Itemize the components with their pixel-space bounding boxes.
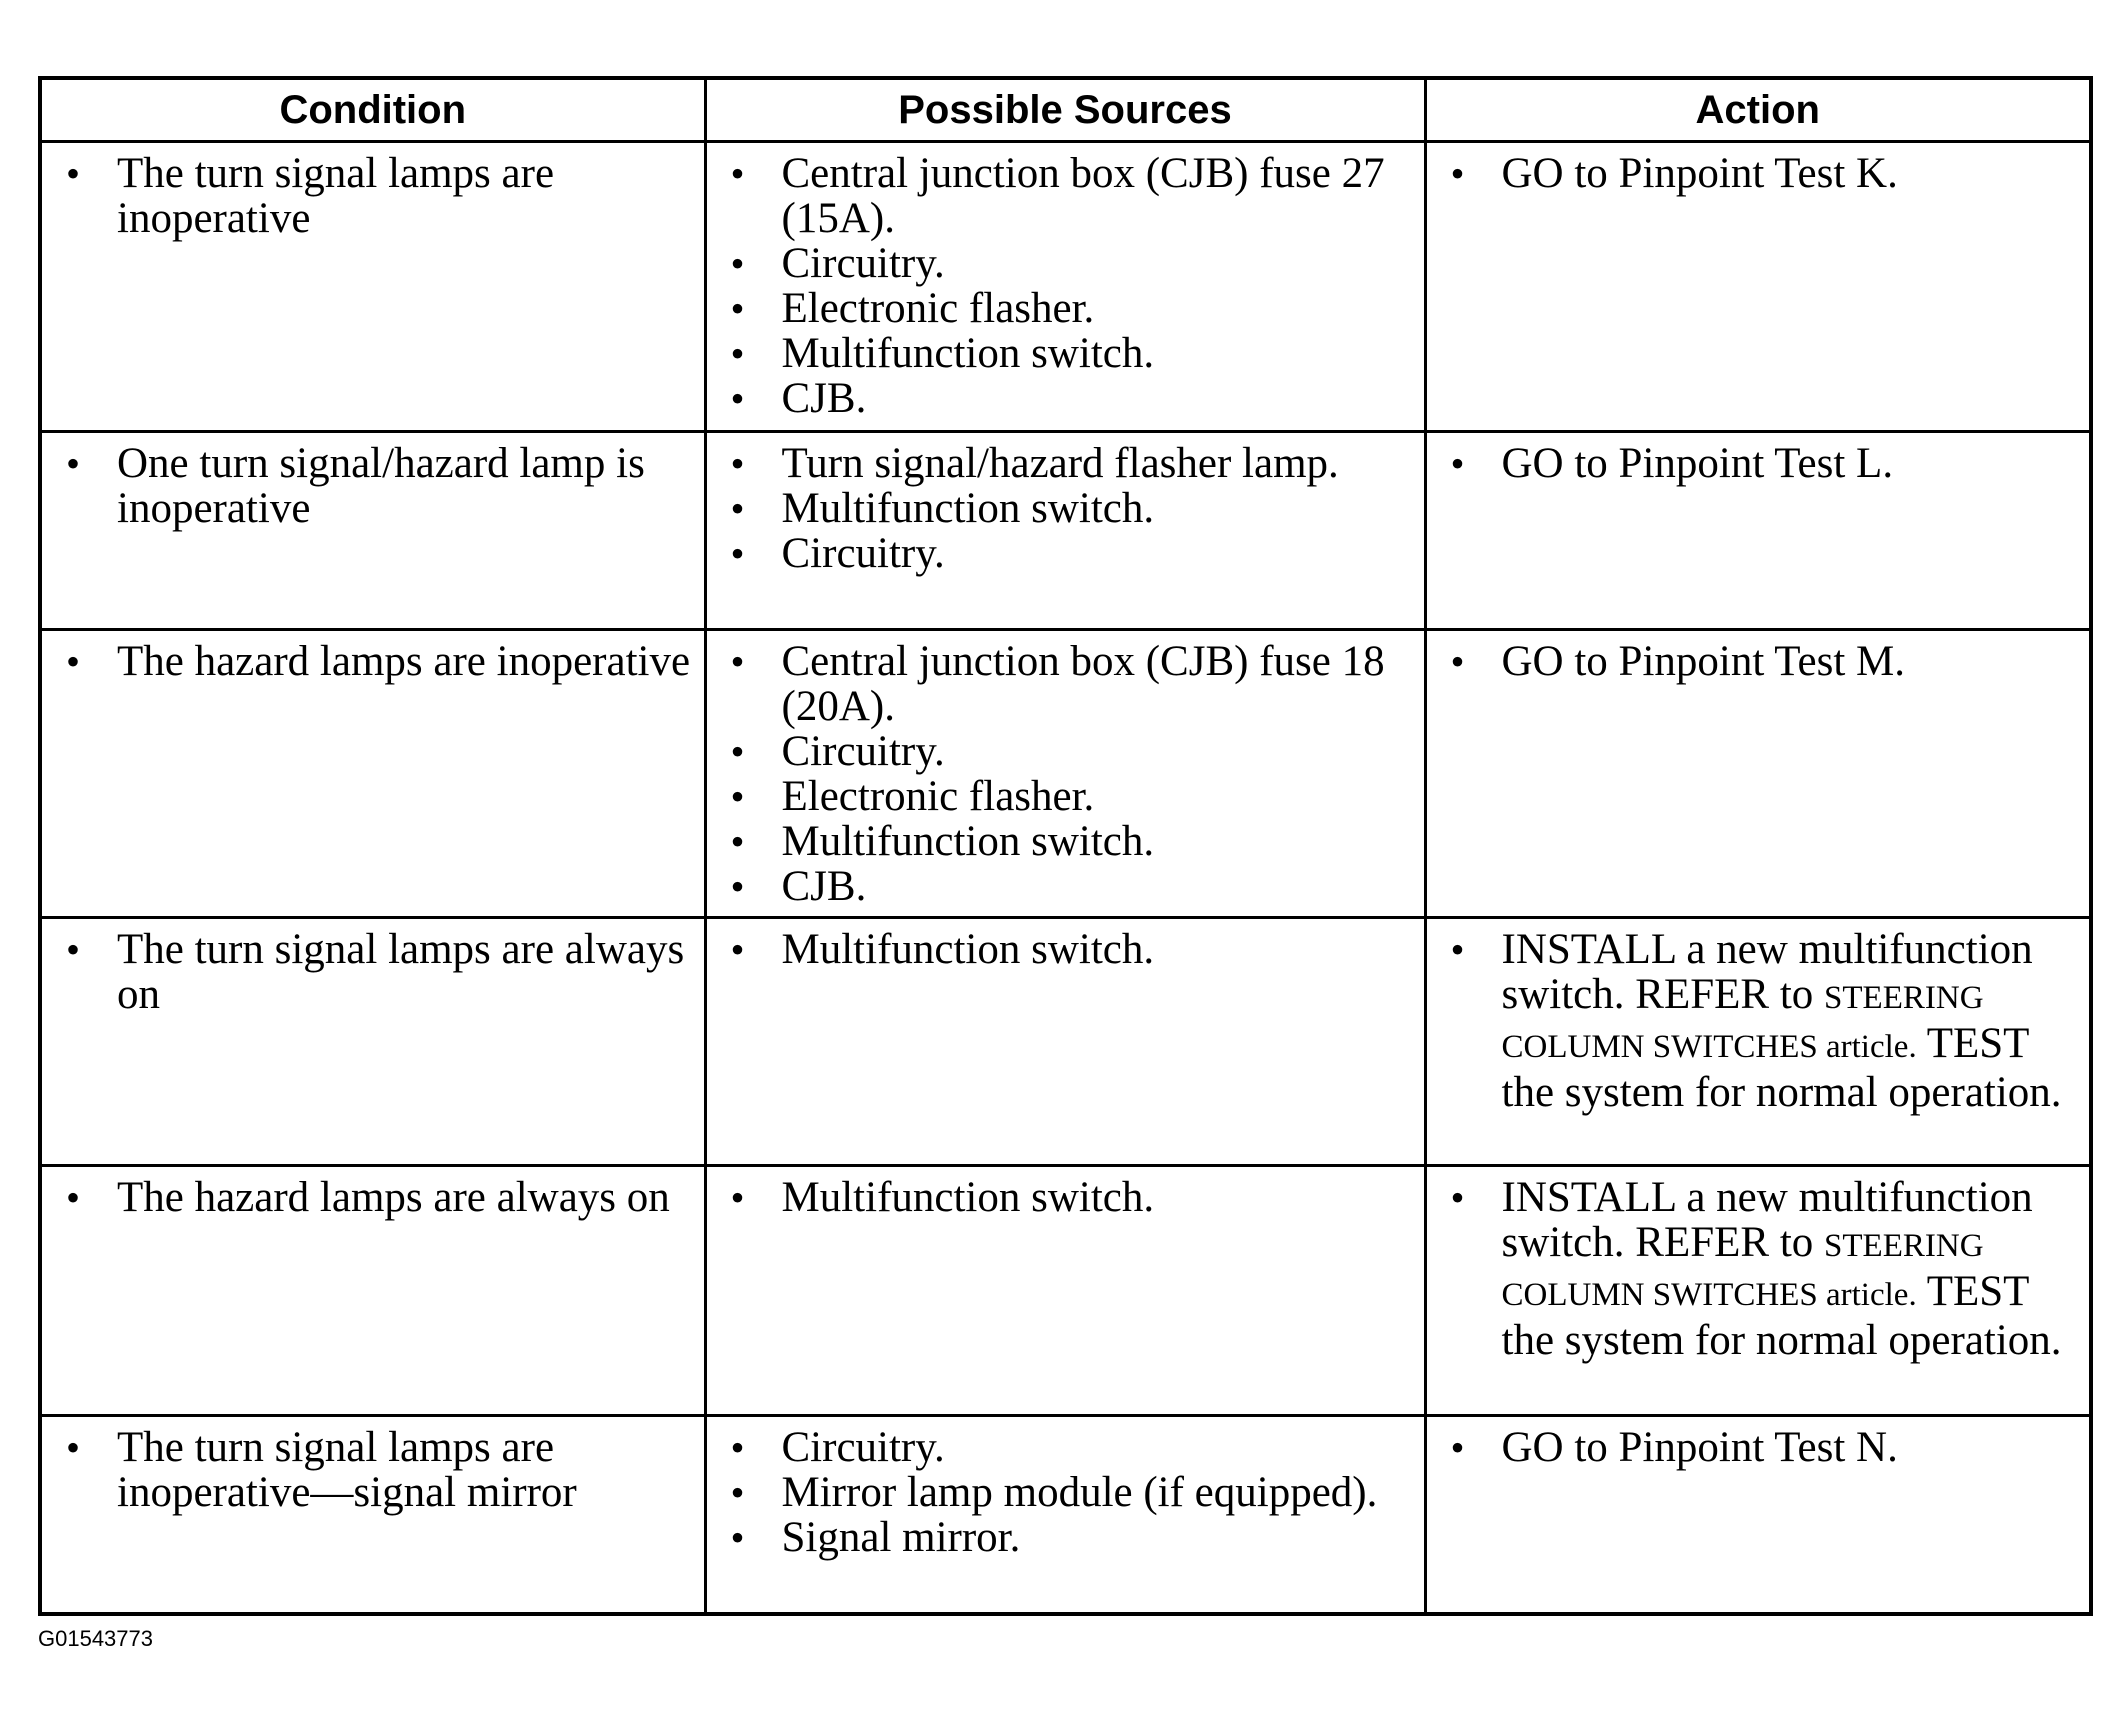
source-item: • Electronic flasher. — [717, 774, 1414, 819]
condition-cell — [40, 1166, 705, 1416]
condition-text: • The turn signal lamps are always on — [52, 927, 694, 1017]
sources-cell — [705, 142, 1425, 432]
sources-cell — [705, 630, 1425, 918]
action-text-main: INSTALL a new multifunction switch. REFER to — [1501, 926, 2033, 1018]
article-reference: STEERING COLUMN SWITCHES article. — [1501, 1228, 1984, 1313]
source-item: • Turn signal/hazard flasher lamp. — [717, 441, 1414, 486]
action-text — [1437, 927, 2080, 1115]
source-item: • Central junction box (CJB) fuse 18 (20A). — [717, 639, 1414, 729]
header-possible-sources: Possible Sources — [705, 78, 1425, 142]
action-cell — [1425, 918, 2091, 1166]
action-cell — [1425, 1166, 2091, 1416]
action-text-main: INSTALL a new multifunction switch. REFER to — [1501, 1174, 2033, 1266]
diagnosis-table — [38, 76, 2093, 1616]
header-condition: Condition — [40, 78, 705, 142]
figure-id: G01543773 — [38, 1626, 153, 1651]
table-row — [40, 630, 2091, 918]
header-action: Action — [1425, 78, 2091, 142]
source-item: • Circuitry. — [717, 241, 1414, 286]
table-row — [40, 142, 2091, 432]
action-cell — [1425, 142, 2091, 432]
source-item: • Circuitry. — [717, 1425, 1414, 1470]
condition-cell — [40, 918, 705, 1166]
table-row — [40, 1416, 2091, 1614]
sources-cell — [705, 1416, 1425, 1614]
source-item: • CJB. — [717, 864, 1414, 909]
sources-cell — [705, 432, 1425, 630]
condition-text: • The hazard lamps are always on — [52, 1175, 694, 1220]
table-row — [40, 918, 2091, 1166]
table-body — [40, 142, 2091, 1614]
action-text: • GO to Pinpoint Test K. — [1437, 151, 2080, 196]
table-row — [40, 1166, 2091, 1416]
condition-text: • The turn signal lamps are inoperative — [52, 151, 694, 241]
action-text: • GO to Pinpoint Test N. — [1437, 1425, 2080, 1470]
condition-text: • The hazard lamps are inoperative — [52, 639, 694, 684]
source-item: • Multifunction switch. — [717, 927, 1414, 972]
action-text-test: TEST the system for normal operation. — [1501, 1020, 2062, 1116]
source-item: • Multifunction switch. — [717, 819, 1414, 864]
condition-cell — [40, 432, 705, 630]
source-item: • Multifunction switch. — [717, 331, 1414, 376]
sources-cell — [705, 1166, 1425, 1416]
action-cell — [1425, 630, 2091, 918]
table-row — [40, 432, 2091, 630]
action-text: • GO to Pinpoint Test L. — [1437, 441, 2080, 486]
header-row — [40, 78, 2091, 142]
condition-cell — [40, 142, 705, 432]
table-header — [40, 78, 2091, 142]
source-item: • Electronic flasher. — [717, 286, 1414, 331]
source-item: • Multifunction switch. — [717, 486, 1414, 531]
condition-text: • The turn signal lamps are inoperative—signal mirror — [52, 1425, 694, 1515]
action-text-test: TEST the system for normal operation. — [1501, 1268, 2062, 1364]
source-item: • Central junction box (CJB) fuse 27 (15A). — [717, 151, 1414, 241]
source-item: • CJB. — [717, 376, 1414, 421]
source-item: • Circuitry. — [717, 729, 1414, 774]
source-item: • Circuitry. — [717, 531, 1414, 576]
action-cell — [1425, 432, 2091, 630]
source-item: • Multifunction switch. — [717, 1175, 1414, 1220]
action-text: • GO to Pinpoint Test M. — [1437, 639, 2080, 684]
sources-cell — [705, 918, 1425, 1166]
article-reference: STEERING COLUMN SWITCHES article. — [1501, 980, 1984, 1065]
source-item: • Signal mirror. — [717, 1515, 1414, 1560]
condition-text: • One turn signal/hazard lamp is inoperative — [52, 441, 694, 531]
action-text — [1437, 1175, 2080, 1363]
condition-cell — [40, 630, 705, 918]
action-cell — [1425, 1416, 2091, 1614]
source-item: • Mirror lamp module (if equipped). — [717, 1470, 1414, 1515]
condition-cell — [40, 1416, 705, 1614]
